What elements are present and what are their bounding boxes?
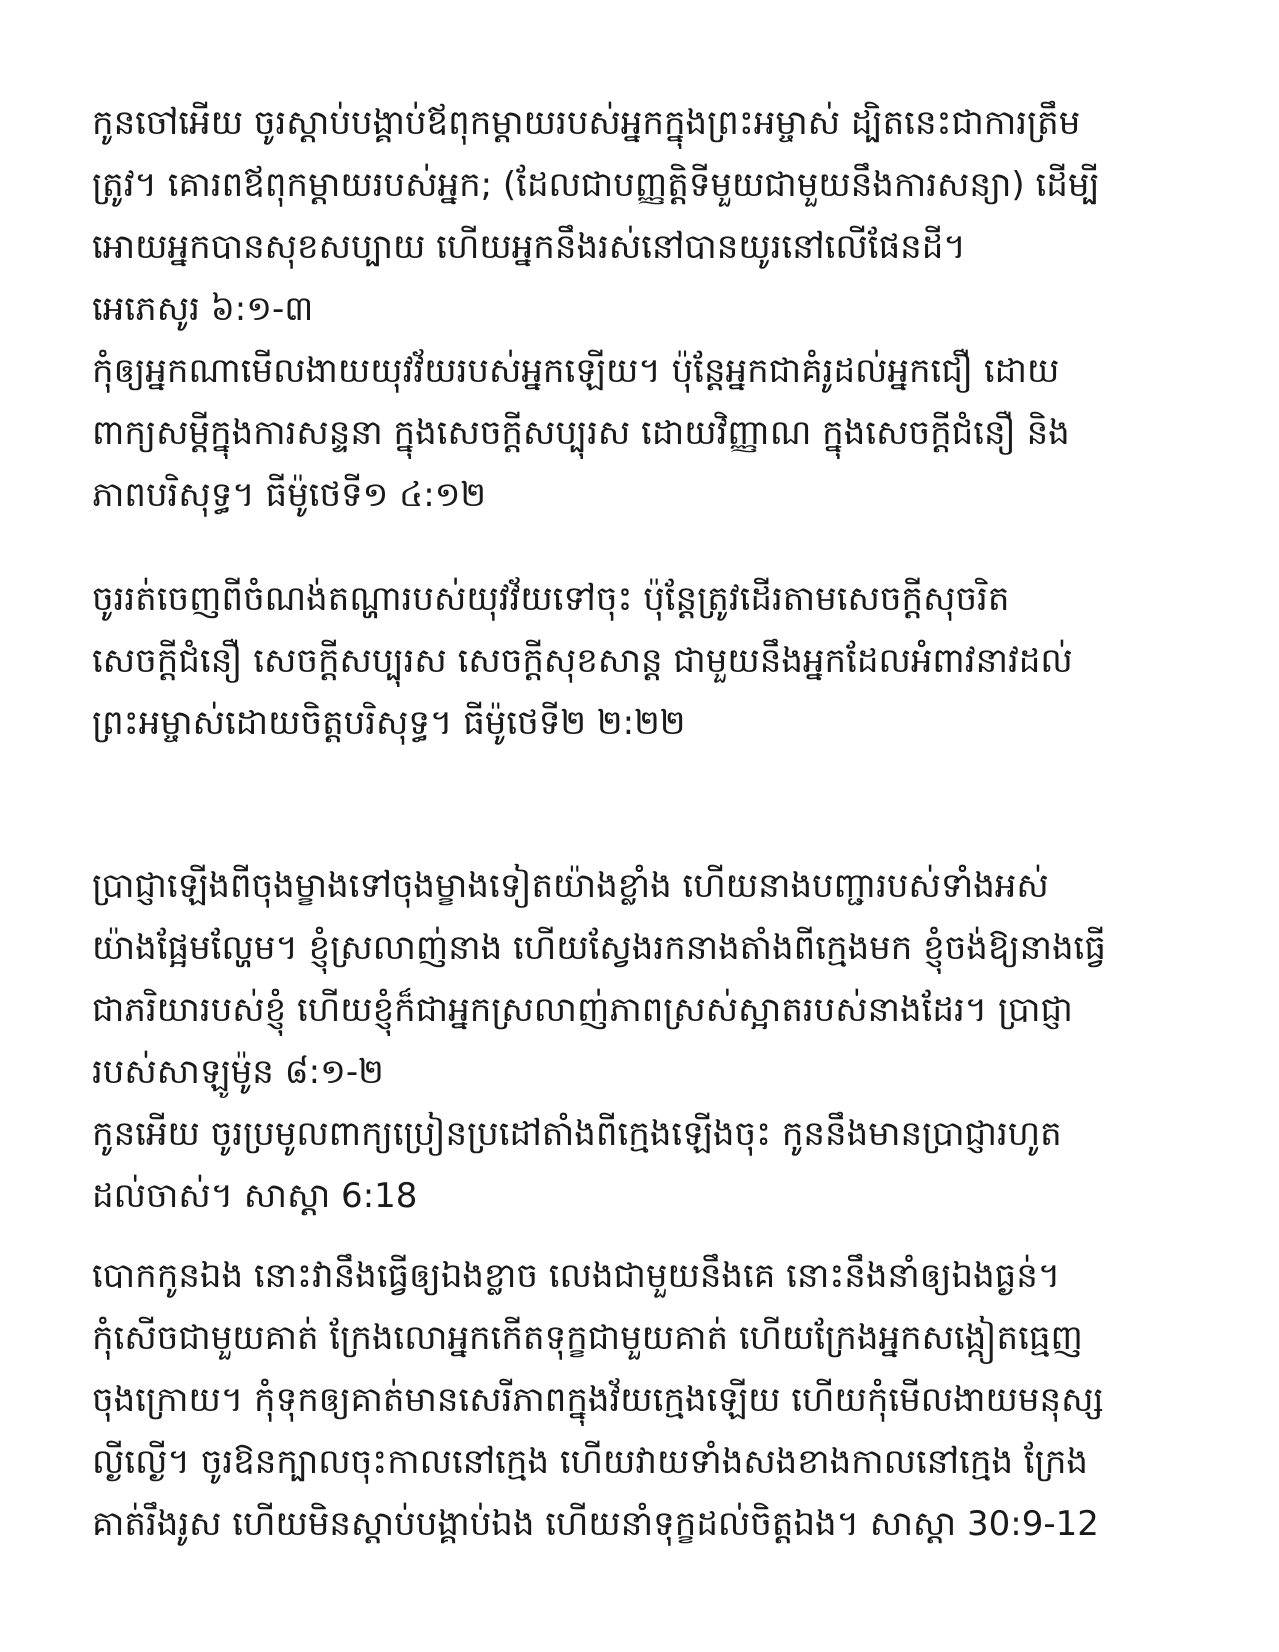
text-line: បោកកូនឯង នោះវានឹងធ្វើឲ្យឯងខ្លាច លេងជាមួយនឹងគេ នោះនឹងនាំឲ្យឯងធ្ងន់។ — [92, 1256, 1061, 1296]
verse-reference: របស់សាឡូម៉ូន ៨:១-២ — [92, 1052, 384, 1092]
verse-paragraph-1 — [92, 92, 1202, 526]
text-line: ចុងក្រោយ។ កុំទុកឲ្យគាត់មានសេរីភាពក្នុងវ័យក្មេងឡើយ ហើយកុំមើលងាយមនុស្ស — [92, 1380, 1104, 1420]
verse-paragraph-4 — [92, 1245, 1202, 1555]
text-line: ល្ងីល្ងើ។ ចូរឱនក្បាលចុះកាលនៅក្មេង ហើយវាយទាំងសងខាងកាលនៅក្មេង ក្រែង — [92, 1442, 1088, 1482]
text-line: អោយអ្នកបានសុខសប្បាយ ហើយអ្នកនឹងរស់នៅបានយូរនៅលើផែនដី។ — [92, 227, 966, 267]
text-line: យ៉ាងផ្អែមល្ហែម។ ខ្ញុំស្រលាញ់នាង ហើយស្វែងរកនាងតាំងពីក្មេងមក ខ្ញុំចង់ឱ្យនាងធ្វើ — [92, 928, 1106, 968]
text-line: កុំឲ្យអ្នកណាមើលងាយយុវវ័យរបស់អ្នកឡើយ។ ប៉ុន្តែអ្នកជាគំរូដល់អ្នកជឿ ដោយ — [92, 351, 1060, 391]
text-line: សេចក្តីជំនឿ សេចក្តីសប្បុរស សេចក្តីសុខសាន្ត ជាមួយនឹងអ្នកដែលអំពាវនាវដល់ — [92, 641, 1073, 681]
text-line: កុំសើចជាមួយគាត់ ក្រែងលោអ្នកកើតទុក្ខជាមួយគាត់ ហើយក្រែងអ្នកសង្កៀតធ្មេញ — [92, 1318, 1083, 1358]
verse-paragraph-3 — [92, 855, 1202, 1227]
text-line: ត្រូវ។ គោរពឪពុកម្តាយរបស់អ្នក; (ដែលជាបញ្ញត្តិទីមួយជាមួយនឹងការសន្យា) ដើម្បី — [92, 165, 1100, 205]
text-line: កូនចៅអើយ ចូរស្តាប់បង្គាប់ឪពុកម្តាយរបស់អ្នកក្នុងព្រះអម្ចាស់ ដ្បិតនេះជាការត្រឹម — [92, 103, 1081, 143]
verse-reference: អេភេសូរ ៦:១-៣ — [92, 289, 314, 329]
text-line: ជាភរិយារបស់ខ្ញុំ ហើយខ្ញុំក៏ជាអ្នកស្រលាញ់ភាពស្រស់ស្អាតរបស់នាងដែរ។ ប្រាជ្ញា — [92, 990, 1073, 1030]
text-line: ព្រះអម្ចាស់ដោយចិត្តបរិសុទ្ធ។ ធីម៉ូថេទី២ ២:២២ — [92, 703, 686, 743]
text-line: ដល់ចាស់។ សាស្តា 6:18 — [92, 1176, 418, 1216]
text-line: ប្រាជ្ញាឡើងពីចុងម្ខាងទៅចុងម្ខាងទៀតយ៉ាងខ្លាំង ហើយនាងបញ្ជារបស់ទាំងអស់ — [92, 866, 1049, 906]
verse-paragraph-2 — [92, 568, 1202, 754]
text-line: ភាពបរិសុទ្ធ។ ធីម៉ូថេទី១ ៤:១២ — [92, 475, 487, 515]
text-line: គាត់រឹងរូស ហើយមិនស្តាប់បង្គាប់ឯង ហើយនាំទុក្ខដល់ចិត្តឯង។ សាស្តា 30:9-12 — [92, 1504, 1099, 1544]
text-line: ចូររត់ចេញពីចំណង់តណ្ហារបស់យុវវ័យទៅចុះ ប៉ុន្តែត្រូវដើរតាមសេចក្តីសុចរិត — [92, 579, 1010, 619]
text-line: កូនអើយ ចូរប្រមូលពាក្យប្រៀនប្រដៅតាំងពីក្មេងឡើងចុះ កូននឹងមានប្រាជ្ញារហូត — [92, 1114, 1062, 1154]
text-line: ពាក្យសម្តីក្នុងការសន្ទនា ក្នុងសេចក្តីសប្បុរស ដោយវិញ្ញាណ ក្នុងសេចក្តីជំនឿ និង — [92, 413, 1070, 453]
